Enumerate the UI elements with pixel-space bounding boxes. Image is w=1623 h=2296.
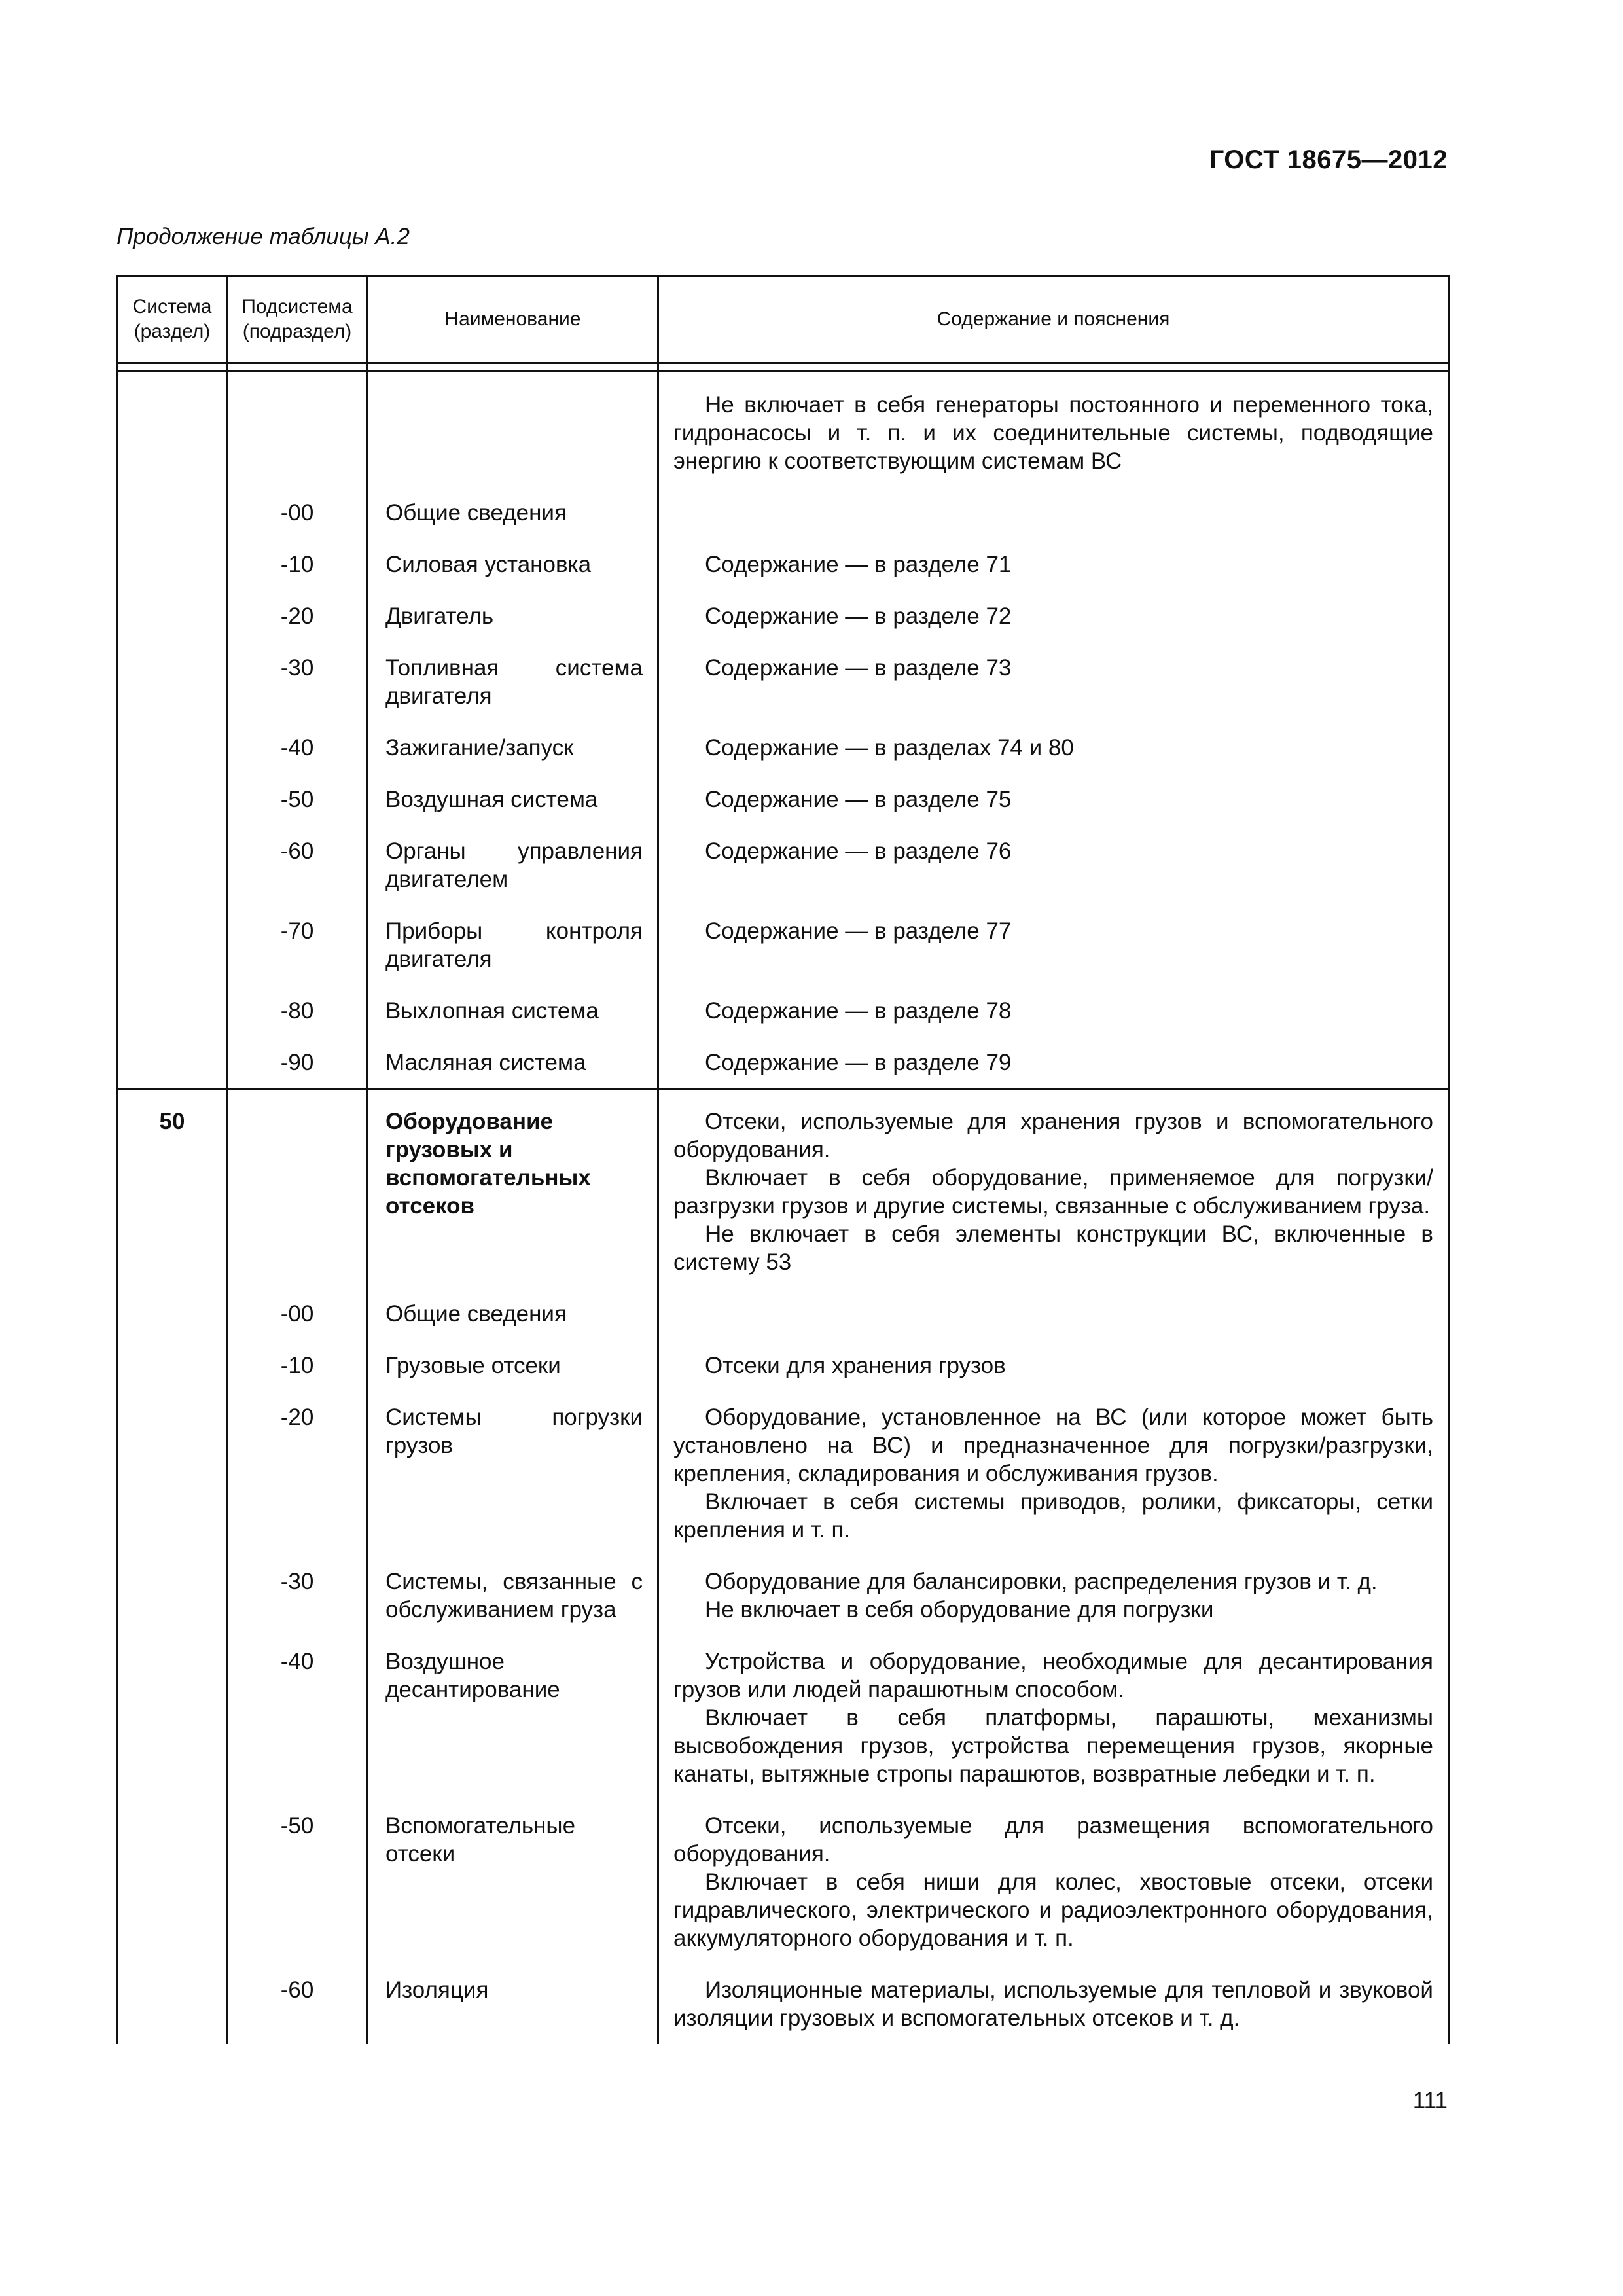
header-double-rule [118, 363, 1449, 372]
table-row [118, 825, 1449, 905]
table-row [118, 985, 1449, 1037]
cell-subsystem: -80 [227, 985, 368, 1037]
table-row [118, 1037, 1449, 1090]
cell-name: Силовая установка [368, 539, 658, 590]
cell-description [658, 487, 1449, 539]
cell-description [658, 1636, 1449, 1800]
cell-description [658, 642, 1449, 722]
cell-description [658, 985, 1449, 1037]
description-paragraph: Устройства и оборудование, необходимые для десантирования грузов или людей парашютным способом. [673, 1649, 1433, 1702]
header-name: Наименование [368, 276, 658, 363]
cell-subsystem: -30 [227, 642, 368, 722]
description-paragraph: Оборудование для балансировки, распределения грузов и т. д. [705, 1569, 1378, 1594]
cell-subsystem: -30 [227, 1556, 368, 1636]
cell-description [658, 774, 1449, 825]
table-row [118, 372, 1449, 488]
table-row [118, 905, 1449, 985]
description-paragraph: Изоляционные материалы, используемые для тепловой и звуковой изоляции грузовых и вспомогательных отсеков и т. д. [673, 1977, 1433, 2031]
cell-name [368, 372, 658, 488]
cell-subsystem [227, 372, 368, 488]
description-paragraph: Не включает в себя генераторы постоянного и переменного тока, гидронасосы и т. п. и их соединительные системы, подводящие энергию к соответствующим системам ВС [673, 392, 1433, 474]
description-paragraph: Содержание — в разделе 72 [705, 603, 1012, 629]
cell-system [118, 774, 227, 825]
table-row [118, 539, 1449, 590]
cell-description [658, 539, 1449, 590]
cell-subsystem: -20 [227, 590, 368, 642]
description-paragraph: Содержание — в разделе 76 [705, 838, 1012, 864]
cell-system [118, 1037, 227, 1090]
cell-name: Зажигание/запуск [368, 722, 658, 774]
cell-subsystem: -60 [227, 825, 368, 905]
cell-system [118, 590, 227, 642]
cell-system [118, 1964, 227, 2044]
cell-name: Топливная система двигателя [368, 642, 658, 722]
header-description: Содержание и пояснения [658, 276, 1449, 363]
cell-system [118, 1391, 227, 1556]
description-paragraph: Отсеки, используемые для размещения вспомогательного оборудования. [673, 1813, 1433, 1867]
cell-description [658, 905, 1449, 985]
cell-name: Общие сведения [368, 1288, 658, 1340]
table-row [118, 722, 1449, 774]
cell-name: Воздушное десантирование [368, 1636, 658, 1800]
table-row [118, 1964, 1449, 2044]
cell-name: Масляная система [368, 1037, 658, 1090]
cell-system [118, 1636, 227, 1800]
cell-description [658, 1090, 1449, 1289]
cell-system [118, 1800, 227, 1964]
description-paragraph: Содержание — в разделе 71 [705, 552, 1012, 577]
cell-system [118, 722, 227, 774]
description-paragraph: Включает в себя ниши для колес, хвостовые отсеки, отсеки гидравлического, электрического и радиоэлектронного оборудования, аккумуляторного оборудования и т. п. [673, 1869, 1433, 1951]
cell-system [118, 487, 227, 539]
description-paragraph: Не включает в себя элементы конструкции ВС, включенные в систему 53 [673, 1221, 1433, 1275]
cell-system [118, 372, 227, 488]
cell-subsystem: -00 [227, 1288, 368, 1340]
description-paragraph: Отсеки для хранения грузов [705, 1353, 1006, 1378]
cell-system [118, 1340, 227, 1391]
classification-table [116, 275, 1448, 2044]
cell-name: Системы погрузки грузов [368, 1391, 658, 1556]
cell-name: Грузовые отсеки [368, 1340, 658, 1391]
table-row [118, 1090, 1449, 1289]
cell-description [658, 722, 1449, 774]
cell-system [118, 642, 227, 722]
cell-system [118, 825, 227, 905]
cell-subsystem: -40 [227, 1636, 368, 1800]
page-number: 111 [1412, 2088, 1448, 2113]
description-paragraph: Включает в себя системы приводов, ролики, фиксаторы, сетки крепления и т. п. [673, 1489, 1433, 1543]
cell-system [118, 1556, 227, 1636]
description-paragraph: Отсеки, используемые для хранения грузов и вспомогательного оборудования. [673, 1109, 1433, 1162]
cell-name: Воздушная система [368, 774, 658, 825]
table-row [118, 590, 1449, 642]
table-row [118, 1800, 1449, 1964]
cell-description [658, 372, 1449, 488]
cell-subsystem [227, 1090, 368, 1289]
description-paragraph: Включает в себя платформы, парашюты, механизмы высвобождения грузов, устройства перемещения грузов, якорные канаты, вытяжные стропы парашютов, возвратные лебедки и т. п. [673, 1705, 1433, 1787]
header-system: Система (раздел) [118, 276, 227, 363]
cell-subsystem: -40 [227, 722, 368, 774]
table-row [118, 774, 1449, 825]
description-paragraph: Содержание — в разделе 78 [705, 998, 1012, 1024]
table-row [118, 1636, 1449, 1800]
cell-system [118, 1288, 227, 1340]
table-header-row [118, 276, 1449, 363]
cell-name: Оборудование грузовых и вспомогательных отсеков [368, 1090, 658, 1289]
cell-subsystem: -10 [227, 539, 368, 590]
description-paragraph: Содержание — в разделе 77 [705, 918, 1012, 944]
cell-subsystem: -60 [227, 1964, 368, 2044]
cell-name: Изоляция [368, 1964, 658, 2044]
header-subsystem: Подсистема (подраздел) [227, 276, 368, 363]
cell-system: 50 [118, 1090, 227, 1289]
cell-description [658, 1340, 1449, 1391]
cell-description [658, 1037, 1449, 1090]
table-row [118, 1556, 1449, 1636]
table-caption: Продолжение таблицы А.2 [116, 224, 410, 249]
table-row [118, 1340, 1449, 1391]
cell-system [118, 539, 227, 590]
cell-description [658, 1964, 1449, 2044]
cell-subsystem: -90 [227, 1037, 368, 1090]
cell-name: Приборы контроля двигателя [368, 905, 658, 985]
cell-system [118, 985, 227, 1037]
table-body [118, 372, 1449, 2045]
cell-subsystem: -10 [227, 1340, 368, 1391]
table-row [118, 642, 1449, 722]
cell-description [658, 1288, 1449, 1340]
description-paragraph: Содержание — в разделе 75 [705, 787, 1012, 812]
cell-description [658, 1391, 1449, 1556]
cell-subsystem: -50 [227, 774, 368, 825]
table-row [118, 1288, 1449, 1340]
standard-code: ГОСТ 18675—2012 [1209, 145, 1448, 174]
cell-name: Выхлопная система [368, 985, 658, 1037]
cell-subsystem: -00 [227, 487, 368, 539]
cell-subsystem: -50 [227, 1800, 368, 1964]
description-paragraph: Содержание — в разделе 73 [705, 655, 1012, 681]
cell-name: Органы управления двигателем [368, 825, 658, 905]
cell-name: Вспомогательные отсеки [368, 1800, 658, 1964]
cell-description [658, 1556, 1449, 1636]
cell-subsystem: -20 [227, 1391, 368, 1556]
cell-name: Общие сведения [368, 487, 658, 539]
cell-description [658, 825, 1449, 905]
cell-name: Системы, связанные с обслуживанием груза [368, 1556, 658, 1636]
cell-description [658, 590, 1449, 642]
table-row [118, 1391, 1449, 1556]
cell-name: Двигатель [368, 590, 658, 642]
cell-description [658, 1800, 1449, 1964]
description-paragraph: Оборудование, установленное на ВС (или которое может быть установлено на ВС) и предназначенное для погрузки/разгрузки, крепления, складирования и обслуживания грузов. [673, 1405, 1433, 1486]
description-paragraph: Включает в себя оборудование, применяемое для погрузки/разгрузки грузов и другие системы, связанные с обслуживанием груза. [673, 1165, 1433, 1219]
cell-system [118, 905, 227, 985]
description-paragraph: Содержание — в разделах 74 и 80 [705, 735, 1074, 761]
description-paragraph: Не включает в себя оборудование для погрузки [705, 1597, 1214, 1623]
description-paragraph: Содержание — в разделе 79 [705, 1050, 1012, 1075]
cell-subsystem: -70 [227, 905, 368, 985]
table-row [118, 487, 1449, 539]
